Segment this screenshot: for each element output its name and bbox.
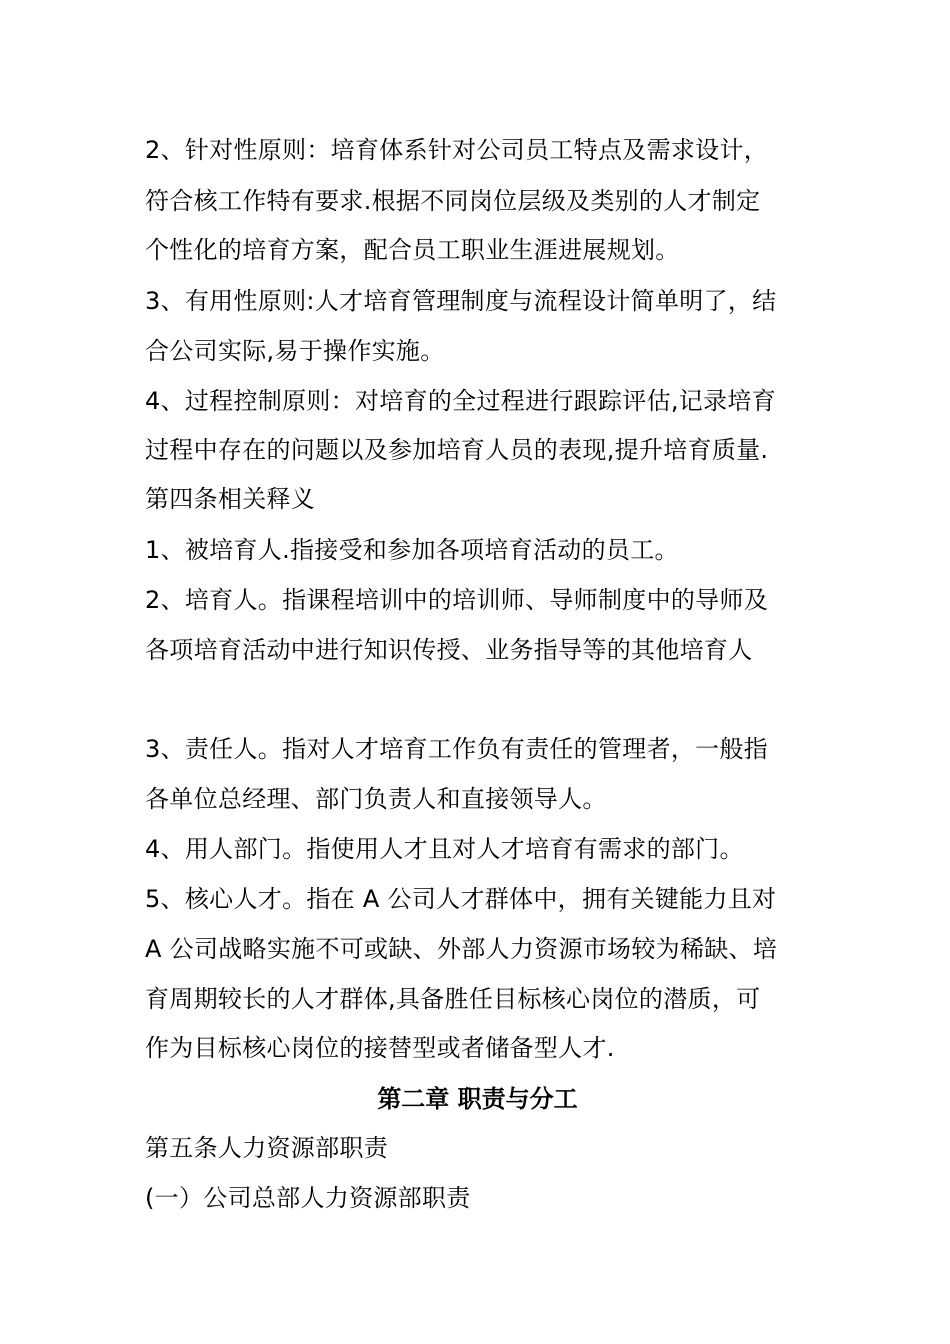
paragraph-line: 5、核心人才。指在 A 公司人才群体中，拥有关键能力且对 bbox=[145, 885, 777, 913]
paragraph-line: 2、培育人。指课程培训中的培训师、导师制度中的导师及 bbox=[145, 586, 769, 614]
paragraph-line: 4、过程控制原则：对培育的全过程进行跟踪评估,记录培育 bbox=[145, 387, 776, 415]
paragraph-line: 1、被培育人.指接受和参加各项培育活动的员工。 bbox=[145, 536, 679, 564]
paragraph-line: 育周期较长的人才群体,具备胜任目标核心岗位的潜质，可 bbox=[145, 985, 761, 1013]
paragraph-line: A 公司战略实施不可或缺、外部人力资源市场较为稀缺、培 bbox=[145, 935, 778, 963]
paragraph-line: 各单位总经理、部门负责人和直接领导人。 bbox=[145, 785, 607, 813]
paragraph-line: 2、针对性原则：培育体系针对公司员工特点及需求设计， bbox=[145, 136, 769, 164]
paragraph-line: 合公司实际,易于操作实施。 bbox=[145, 337, 445, 365]
paragraph-line: 个性化的培育方案，配合员工职业生涯进展规划。 bbox=[145, 236, 680, 264]
section-title: 第五条人力资源部职责 bbox=[145, 1134, 388, 1162]
paragraph-line: 各项培育活动中进行知识传授、业务指导等的其他培育人 bbox=[145, 636, 753, 664]
paragraph-line: 3、责任人。指对人才培育工作负有责任的管理者，一般指 bbox=[145, 735, 769, 763]
paragraph-line: 作为目标核心岗位的接替型或者储备型人才. bbox=[145, 1034, 615, 1062]
paragraph-line: 4、用人部门。指使用人才且对人才培育有需求的部门。 bbox=[145, 835, 744, 863]
subsection-title: (一）公司总部人力资源部职责 bbox=[145, 1184, 471, 1212]
section-title: 第四条相关释义 bbox=[145, 485, 316, 513]
paragraph-line: 3、有用性原则:人才培育管理制度与流程设计简单明了，结 bbox=[145, 287, 777, 315]
paragraph-line: 符合核工作特有要求.根据不同岗位层级及类别的人才制定 bbox=[145, 187, 761, 215]
paragraph-line: 过程中存在的问题以及参加培育人员的表现,提升培育质量. bbox=[145, 436, 769, 464]
chapter-heading: 第二章 职责与分工 bbox=[377, 1085, 578, 1113]
